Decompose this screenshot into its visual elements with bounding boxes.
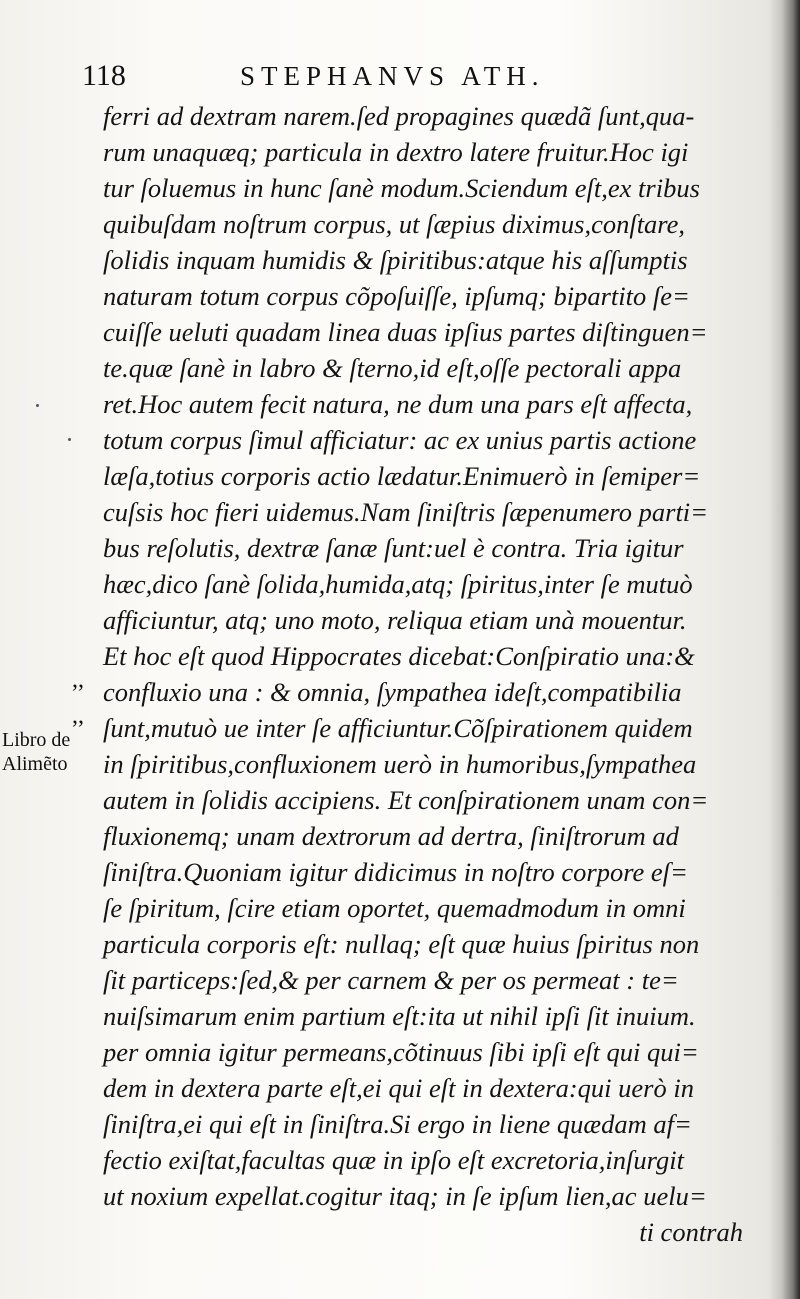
text-line: particula corporis eſt: nullaq; eſt quæ huius ſpiritus non	[103, 929, 700, 959]
text-line: nuiſsimarum enim partium eſt:ita ut nihil ipſi ſit inuium.	[103, 1001, 696, 1031]
text-line: ſunt,mutuò ue inter ſe afficiuntur.Cõſpirationem quidem	[103, 713, 693, 743]
text-line: afficiuntur, atq; uno moto, reliqua etiam unà mouentur.	[103, 605, 687, 635]
text-line: quibuſdam noſtrum corpus, ut ſæpius diximus,conſtare,	[103, 209, 686, 239]
text-line: dem in dextera parte eſt,ei qui eſt in dextera:qui uerò in	[103, 1073, 694, 1103]
text-line: læſa,totius corporis actio lædatur.Enimuerò in ſemiper=	[103, 461, 701, 491]
text-line: rum unaquæq; particula in dextro latere fruitur.Hoc igi	[103, 137, 689, 167]
paper-speck	[36, 404, 39, 407]
text-line: per omnia igitur permeans,cõtinuus ſibi ipſi eſt qui qui=	[103, 1037, 699, 1067]
text-line: ſiniſtra,ei qui eſt in ſiniſtra.Si ergo in liene quædam af=	[103, 1109, 692, 1139]
running-head: STEPHANVS ATH.	[240, 61, 545, 91]
text-line: bus reſolutis, dextræ ſanæ ſunt:uel è contra. Tria igitur	[103, 533, 684, 563]
text-line: ſiniſtra.Quoniam igitur didicimus in noſtro corpore eſ=	[103, 857, 688, 887]
text-line: ſe ſpiritum, ſcire etiam oportet, quemadmodum in omni	[103, 893, 686, 923]
text-line: ſit particeps:ſed,& per carnem & per os permeat : te=	[103, 965, 679, 995]
text-line: ut noxium expellat.cogitur itaq; in ſe ipſum lien,ac uelu=	[103, 1181, 707, 1211]
text-line: hæc,dico ſanè ſolida,humida,atq; ſpiritus,inter ſe mutuò	[103, 569, 693, 599]
body-text	[103, 98, 763, 1250]
quote-mark: ,,	[72, 667, 84, 693]
text-line: cuſsis hoc fieri uidemus.Nam ſiniſtris ſæpenumero parti=	[103, 497, 709, 527]
text-line: ret.Hoc autem fecit natura, ne dum una pars eſt affecta,	[103, 389, 693, 419]
text-line: in ſpiritibus,confluxionem uerò in humoribus,ſympathea	[103, 749, 697, 779]
quote-mark: ,,	[72, 703, 84, 729]
page-gutter-shadow	[782, 0, 800, 1299]
paper-speck	[68, 438, 71, 441]
text-line: ferri ad dextram narem.ſed propagines quædã ſunt,qua-	[103, 101, 695, 131]
text-line-catchword: ti contrah	[639, 1217, 743, 1247]
text-line: te.quæ ſanè in labro & ſterno,id eſt,oſſe pectorali appa	[103, 353, 682, 383]
text-line: fluxionemq; unam dextrorum ad dertra, ſiniſtrorum ad	[103, 821, 679, 851]
margin-note-line: Libro de	[2, 729, 71, 751]
text-line: totum corpus ſimul afficiatur: ac ex unius partis actione	[103, 425, 697, 455]
text-line: cuiſſe ueluti quadam linea duas ipſius partes diſtinguen=	[103, 317, 708, 347]
text-line: tur ſoluemus in hunc ſanè modum.Sciendum eſt,ex tribus	[103, 173, 700, 203]
margin-note	[2, 728, 70, 776]
page-header	[82, 56, 642, 96]
text-line: ſolidis inquam humidis & ſpiritibus:atque his aſſumptis	[103, 245, 688, 275]
text-line: naturam totum corpus cõpoſuiſſe, ipſumq; bipartito ſe=	[103, 281, 690, 311]
text-line: autem in ſolidis accipiens. Et conſpirationem unam con=	[103, 785, 709, 815]
text-line: confluxio una : & omnia, ſympathea ideſt,compatibilia	[103, 677, 682, 707]
text-line: fectio exiſtat,facultas quæ in ipſo eſt excretoria,inſurgit	[103, 1145, 684, 1175]
margin-note-line: Alimẽto	[2, 753, 68, 775]
text-line: Et hoc eſt quod Hippocrates dicebat:Conſpiratio una:&	[103, 641, 695, 671]
page-number: 118	[82, 59, 126, 92]
